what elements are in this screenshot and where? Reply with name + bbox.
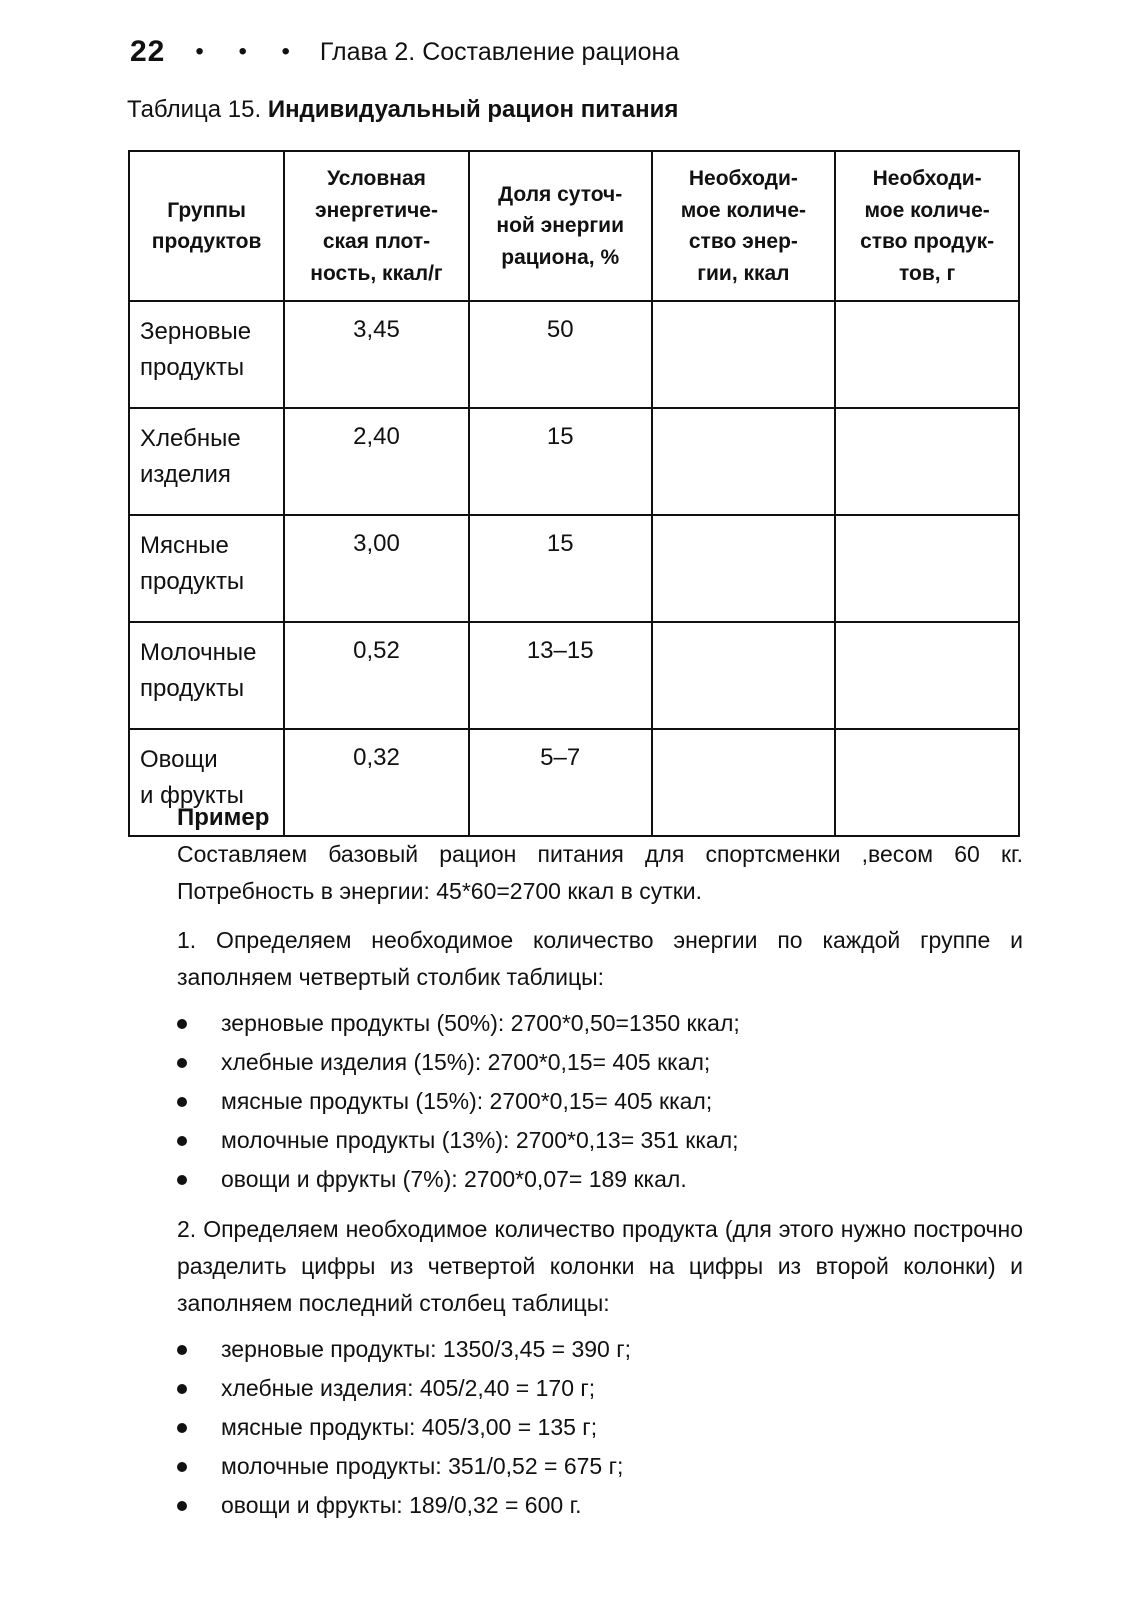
- list-item: молочные продукты (13%): 2700*0,13= 351 ккал;: [177, 1121, 1023, 1160]
- cell-density: 3,00: [284, 515, 469, 622]
- bullet-icon: [177, 1097, 187, 1107]
- column-header-amount: Необходи- мое количе- ство продук- тов, г: [835, 151, 1019, 301]
- step-2-text: 2. Определяем необходимое количество продукта (для этого нужно построчно разделить цифры из четвертой колонки на цифры из второй колонки) и заполняем последний столбец таблицы:: [177, 1216, 1023, 1316]
- column-header-density: Условная энергетиче- ская плот- ность, ккал/г: [284, 151, 469, 301]
- cell-share: 13–15: [469, 622, 652, 729]
- table-header-row: [129, 151, 1019, 301]
- bullet-icon: [177, 1462, 187, 1472]
- cell-share: 50: [469, 301, 652, 408]
- cell-amount: [835, 301, 1019, 408]
- table-row: [129, 515, 1019, 622]
- cell-amount: [835, 622, 1019, 729]
- page-header: [130, 30, 679, 74]
- bullet-icon: [177, 1175, 187, 1185]
- example-intro: Составляем базовый рацион питания для спортсменки ,весом 60 кг. Потребность в энергии: 45*60=2700 ккал в сутки.: [177, 841, 1023, 904]
- table-row: [129, 622, 1019, 729]
- cell-share: 15: [469, 515, 652, 622]
- example-section: [177, 800, 1023, 1525]
- table-row: [129, 408, 1019, 515]
- table-caption-prefix: Таблица 15.: [127, 96, 262, 123]
- cell-group: Зерновые продукты: [129, 301, 284, 408]
- cell-density: 0,32: [284, 729, 469, 836]
- list-item: зерновые продукты (50%): 2700*0,50=1350 ккал;: [177, 1004, 1023, 1043]
- bullet-icon: [177, 1501, 187, 1511]
- cell-density: 2,40: [284, 408, 469, 515]
- list-item: молочные продукты: 351/0,52 = 675 г;: [177, 1447, 1023, 1486]
- bullet-icon: [177, 1136, 187, 1146]
- cell-energy: [652, 622, 836, 729]
- list-item: овощи и фрукты (7%): 2700*0,07= 189 ккал.: [177, 1160, 1023, 1199]
- table-caption-title: Индивидуальный рацион питания: [267, 96, 679, 123]
- cell-group: Овощи и фрукты: [129, 729, 284, 836]
- cell-energy: [652, 301, 836, 408]
- step-1-list: [177, 1004, 1023, 1199]
- example-heading: Пример: [177, 804, 270, 831]
- column-header-share: Доля суточ- ной энергии рациона, %: [469, 151, 652, 301]
- bullet-icon: [177, 1019, 187, 1029]
- column-header-energy: Необходи- мое количе- ство энер- гии, ккал: [652, 151, 836, 301]
- list-item: овощи и фрукты: 189/0,32 = 600 г.: [177, 1486, 1023, 1525]
- chapter-title: Глава 2. Составление рациона: [319, 37, 680, 66]
- list-item: мясные продукты (15%): 2700*0,15= 405 ккал;: [177, 1082, 1023, 1121]
- cell-group: Мясные продукты: [129, 515, 284, 622]
- table-caption: [127, 96, 678, 124]
- table-row: [129, 301, 1019, 408]
- list-item: хлебные изделия: 405/2,40 = 170 г;: [177, 1369, 1023, 1408]
- column-header-group: Группы продуктов: [129, 151, 284, 301]
- list-item: зерновые продукты: 1350/3,45 = 390 г;: [177, 1330, 1023, 1369]
- list-item: мясные продукты: 405/3,00 = 135 г;: [177, 1408, 1023, 1447]
- cell-amount: [835, 515, 1019, 622]
- cell-group: Молочные продукты: [129, 622, 284, 729]
- header-dots: • • •: [195, 38, 304, 65]
- cell-share: 15: [469, 408, 652, 515]
- list-item: хлебные изделия (15%): 2700*0,15= 405 ккал;: [177, 1043, 1023, 1082]
- page-number: 22: [130, 35, 166, 68]
- cell-energy: [652, 408, 836, 515]
- step-1-text: 1. Определяем необходимое количество энергии по каждой группе и заполняем четвертый столбик таблицы:: [177, 927, 1023, 990]
- bullet-icon: [177, 1345, 187, 1355]
- cell-group: Хлебные изделия: [129, 408, 284, 515]
- bullet-icon: [177, 1384, 187, 1394]
- step-2-list: [177, 1330, 1023, 1525]
- bullet-icon: [177, 1058, 187, 1068]
- cell-energy: [652, 515, 836, 622]
- cell-density: 0,52: [284, 622, 469, 729]
- cell-amount: [835, 408, 1019, 515]
- bullet-icon: [177, 1423, 187, 1433]
- ration-table: [128, 150, 1020, 837]
- cell-density: 3,45: [284, 301, 469, 408]
- cell-share: 5–7: [469, 729, 652, 836]
